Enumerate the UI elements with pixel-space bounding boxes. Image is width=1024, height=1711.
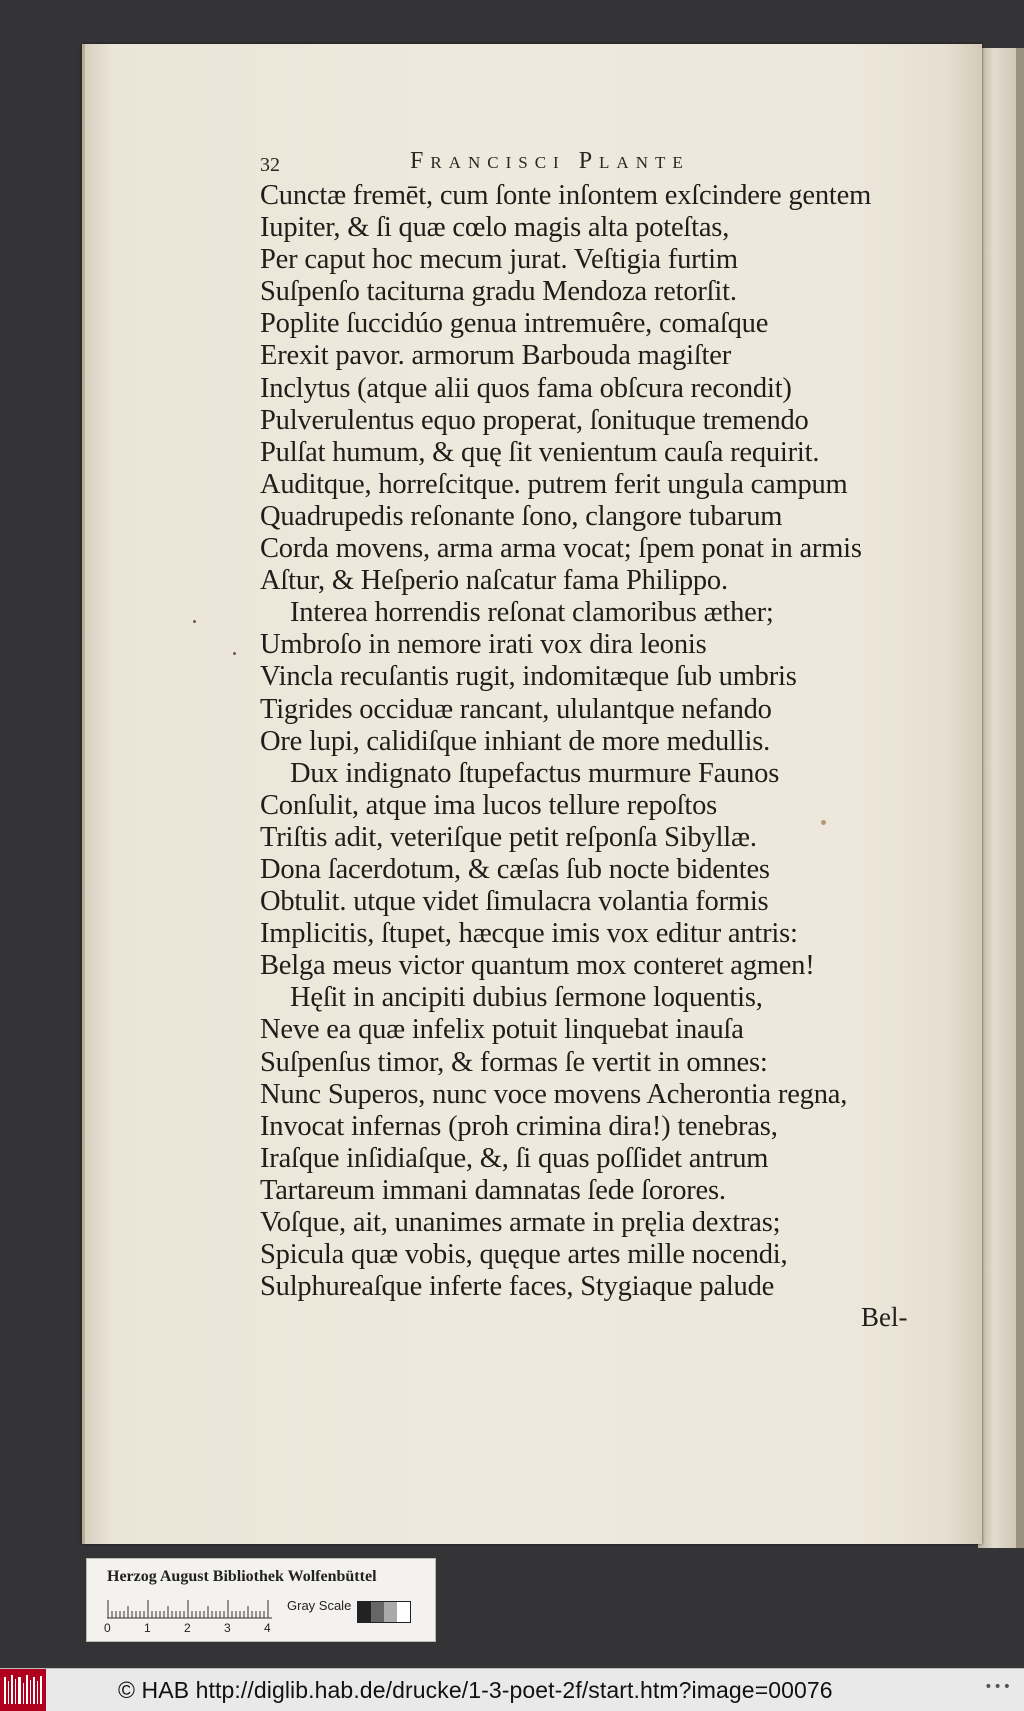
verse-line: Quadrupedis reſonante ſono, clangore tubarum [260, 500, 783, 532]
paper-speck [193, 620, 196, 623]
running-head [260, 148, 860, 178]
verse-text [260, 180, 980, 1303]
page-number: 32 [260, 154, 280, 176]
ruler-scale [107, 1597, 277, 1619]
verse-line: Pulverulentus equo properat, ſonituque tremendo [260, 404, 809, 436]
verse-line: Corda movens, arma arma vocat; ſpem ponat in armis [260, 533, 862, 565]
barcode-icon [0, 1669, 46, 1711]
verse-line: Dona ſacerdotum, & cæſas ſub nocte bidentes [260, 853, 770, 885]
verse-line: Tigrides occiduæ rancant, ululantque nefando [260, 693, 772, 725]
ruler-label: 0 [104, 1621, 111, 1635]
verse-line: Spicula quæ vobis, quęque artes mille nocendi, [260, 1239, 788, 1271]
verse-line: Vincla recuſantis rugit, indomitæque ſub umbris [260, 661, 797, 693]
gray-scale-label: Gray Scale [287, 1598, 352, 1613]
verse-line: Implicitis, ſtupet, hæcque imis vox editur antris: [260, 918, 798, 950]
verse-line: Obtulit. utque videt ſimulacra volantia formis [260, 886, 769, 918]
footer-bar [0, 1668, 1024, 1711]
verse-line: Voſque, ait, unanimes armate in pręlia dextras; [260, 1207, 781, 1238]
verse-line: Aſtur, & Heſperio naſcatur fama Philippo. [260, 565, 728, 597]
verse-line: Ore lupi, calidiſque inhiant de more medullis. [260, 725, 771, 757]
verse-line: Umbroſo in nemore irati vox dira leonis [260, 629, 707, 661]
verse-line: Inclytus (atque alii quos fama obſcura recondit) [260, 372, 792, 404]
verse-line: Sulphureaſque inferte faces, Stygiaque palude [260, 1271, 775, 1303]
verse-line: Dux indignato ſtupefactus murmure Faunos [290, 757, 780, 789]
verse-line: Iupiter, & ſi quæ cœlo magis alta poteſtas, [260, 212, 730, 244]
verse-line: Hęſit in ancipiti dubius ſermone loquentis, [290, 982, 763, 1014]
verse-line: Suſpenſo taciturna gradu Mendoza retorſit. [260, 276, 737, 308]
next-leaf-edge [978, 48, 1018, 1548]
ruler-label: 2 [184, 1621, 191, 1635]
verse-line: Iraſque inſidiaſque, &, ſi quas poſſidet antrum [260, 1142, 769, 1174]
color-scale-card [86, 1558, 436, 1642]
verse-line: Tartareum immani damnatas ſede ſorores. [260, 1174, 726, 1206]
more-icon[interactable]: ••• [984, 1679, 1012, 1695]
verse-line: Interea horrendis reſonat clamoribus æther; [290, 597, 774, 629]
paper-speck [233, 652, 236, 655]
verse-line: Per caput hoc mecum jurat. Veſtigia furtim [260, 244, 738, 276]
verse-line: Conſulit, atque ima lucos tellure repoſtos [260, 789, 718, 821]
gray-scale-swatch [357, 1601, 411, 1623]
ruler-label: 4 [264, 1621, 271, 1635]
verse-line: Suſpenſus timor, & formas ſe vertit in omnes: [260, 1046, 768, 1078]
verse-line: Invocat infernas (proh crimina dira!) tenebras, [260, 1110, 778, 1142]
next-leaf-edge-dark [1016, 48, 1024, 1548]
verse-line: Cunctæ fremēt, cum ſonte inſontem exſcindere gentem [260, 180, 872, 211]
verse-line: Neve ea quæ infelix potuit linquebat inauſa [260, 1014, 744, 1046]
ruler-label: 1 [144, 1621, 151, 1635]
verse-line: Erexit pavor. armorum Barbouda magiſter [260, 340, 732, 372]
catchword: Bel- [861, 1302, 908, 1332]
verse-line: Auditque, horreſcitque. putrem ferit ungula campum [260, 468, 848, 500]
verse-line: Nunc Superos, nunc voce movens Acherontia regna, [260, 1078, 848, 1110]
ruler-label: 3 [224, 1621, 231, 1635]
header-title: Francisci Plante [410, 148, 690, 174]
ruler-labels [104, 1621, 287, 1639]
verse-line: Belga meus victor quantum mox conteret agmen! [260, 950, 815, 982]
copyright-url[interactable]: © HAB http://diglib.hab.de/drucke/1-3-poet-2f/start.htm?image=00076 [118, 1676, 833, 1703]
verse-line: Poplite ſuccidúo genua intremuêre, comaſque [260, 308, 769, 340]
verse-line: Pulſat humum, & quę ſit venientum cauſa requirit. [260, 436, 820, 468]
library-name: Herzog August Bibliothek Wolfenbüttel [107, 1568, 377, 1585]
verse-line: Triſtis adit, veteriſque petit reſponſa Sibyllæ. [260, 821, 757, 853]
